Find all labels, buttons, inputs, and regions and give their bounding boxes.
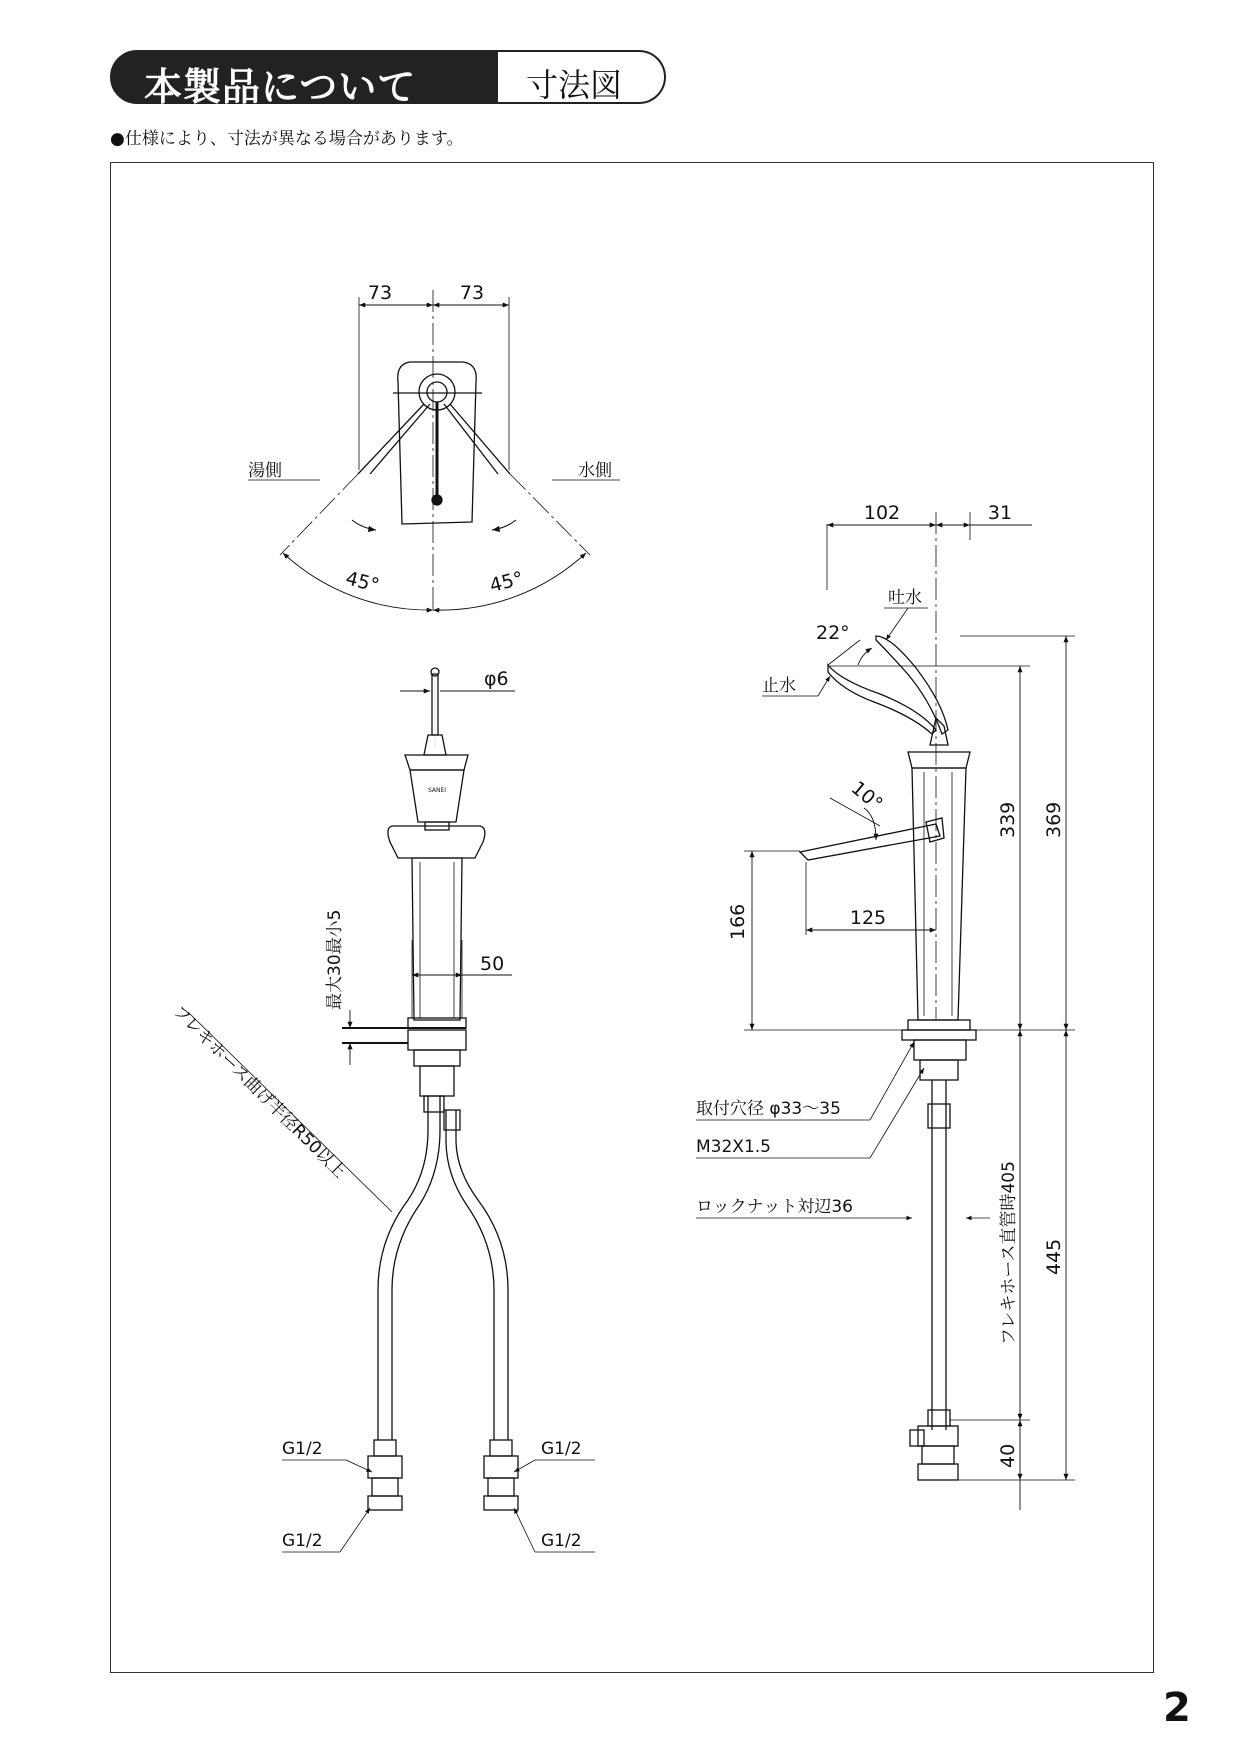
top-dim-right: 73	[459, 282, 485, 304]
spout-open-label: 吐水	[888, 588, 922, 608]
mount-hole-label: 取付穴径 φ33～35	[696, 1099, 841, 1119]
page-number: 2	[1163, 1685, 1191, 1731]
body-width-label: 50	[480, 953, 505, 975]
spout-angle-label: 10°	[846, 776, 887, 816]
side-view	[696, 512, 1075, 1510]
rear-offset-label: 31	[987, 502, 1013, 524]
hose-bend-radius-label: フレキホース曲げ半径R50以上	[168, 1001, 350, 1183]
spout-reach-label: 102	[863, 502, 901, 524]
hose-length-note: フレキホース直管時405	[999, 1161, 1019, 1345]
counter-thickness-label: 最大30最小5	[325, 909, 345, 1010]
cold-side-label: 水側	[578, 461, 612, 481]
thread-top-left-label: G1/2	[282, 1439, 323, 1459]
section-subtitle: 寸法図	[526, 66, 623, 104]
top-dim-left: 73	[367, 282, 393, 304]
lever-angle-label: 22°	[816, 622, 850, 644]
brand-mark: SANEI	[427, 787, 447, 794]
hose-length-label: 445	[1043, 1238, 1065, 1275]
thread-size-label: M32X1.5	[696, 1137, 771, 1157]
thread-bottom-right-label: G1/2	[541, 1531, 582, 1551]
front-view	[188, 668, 595, 1552]
lever-diameter-label: φ6	[484, 668, 509, 690]
hot-side-label: 湯側	[248, 461, 282, 481]
fitting-length-label: 40	[997, 1443, 1019, 1468]
angle-left-label: 45°	[343, 567, 382, 597]
section-title: 本製品について	[144, 65, 417, 109]
thread-bottom-left-label: G1/2	[282, 1531, 323, 1551]
thread-top-right-label: G1/2	[541, 1439, 582, 1459]
spout-length-label: 125	[849, 907, 887, 929]
spout-height-label: 166	[727, 903, 749, 940]
spout-closed-label: 止水	[762, 676, 796, 696]
lock-nut-label: ロックナット対辺36	[696, 1197, 853, 1217]
specification-note: ●仕様により、寸法が異なる場合があります。	[110, 129, 464, 149]
height-369-label: 369	[1043, 801, 1065, 838]
angle-right-label: 45°	[487, 567, 526, 597]
height-339-label: 339	[997, 801, 1019, 838]
top-view	[248, 290, 620, 610]
